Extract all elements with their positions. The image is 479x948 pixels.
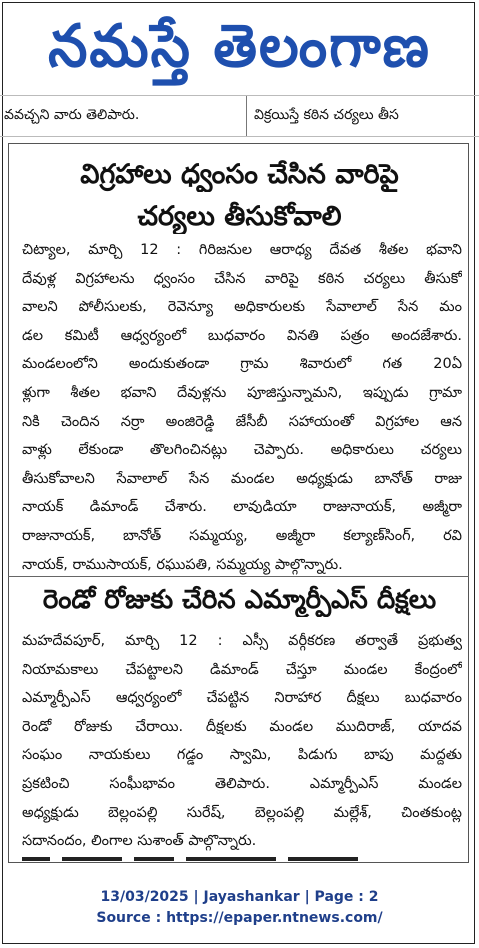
- article1-body: [22, 236, 462, 579]
- article1-line: నాయక్, రాముసాయక్, రఘుపతి, సమ్మయ్య పాల్గొన్నారు.: [22, 556, 343, 573]
- cut-off-headline-fragment: [22, 857, 462, 865]
- strip-column-divider: [246, 96, 247, 136]
- article1-line: వాలని పోలీసులకు, రెవెన్యూ అధికారులకు సేవాలాల్ సేన మం: [22, 299, 462, 316]
- footer-source: Source : https://epaper.ntnews.com/: [96, 910, 383, 926]
- article2-headline: రెండో రోజుకు చేరిన ఎమ్మార్పీఎస్ దీక్షలు: [42, 585, 437, 615]
- article1-line: రాజునాయక్, బానోత్ సమ్మయ్య, అజ్మీరా కల్యాణ్‌సింగ్, రవి: [22, 527, 462, 544]
- article2-line: రెండో రోజుకు చేరాయి. దీక్షలకు మండల ముదిరాజ్, యాదవ: [22, 718, 462, 735]
- article-separator: [8, 576, 469, 577]
- footer-date-edition: 13/03/2025 | Jayashankar | Page : 2: [100, 889, 379, 905]
- article2-line: సంఘం నాయకులు గడ్డం స్వామి, పిడుగు బాపు మద్దతు: [22, 747, 462, 764]
- strip-left-text: వవచ్చని వారు తెలిపారు.: [4, 107, 140, 123]
- article1-line: వాళ్లు లేకుండా తొలగించినట్లు చెప్పారు. అధికారులు చర్యలు: [22, 442, 462, 459]
- article1-line: ళ్లుగా శీతల భవాని దేవుళ్లను పూజిస్తున్నామని, ఇప్పుడు గ్రామా: [22, 384, 462, 401]
- strip-right-text: విక్రయిస్తే కఠిన చర్యలు తీస: [254, 107, 399, 123]
- article1-headline-line2: చర్యలు తీసుకోవాలి: [137, 201, 342, 232]
- article2-line: అధ్యక్షుడు బెల్లంపల్లి సురేష్, బెల్లంపల్లి మల్లేశ్, చింతకుంట్ల: [22, 804, 462, 821]
- article2-line: ఎమ్మార్పీఎస్ ఆధ్వర్యంలో చేపట్టిన నిరాహార దీక్షలు బుధవారం: [22, 690, 462, 707]
- masthead: [0, 6, 479, 88]
- article1-line: దేవుళ్ల విగ్రహాలను ధ్వంసం చేసిన వారిపై కఠిన చర్యలు తీసుకో: [22, 270, 462, 287]
- newspaper-logo: నమస్తే తెలంగాణ: [48, 12, 431, 81]
- article1-line: నాయక్ డిమాండ్ చేశారు. లావుడియా రాజునాయక్, అజ్మీరా: [22, 499, 462, 516]
- article1-line: డల కమిటీ ఆధ్వర్యంలో బుధవారం వినతి పత్రం అందజేశారు.: [22, 327, 462, 344]
- article2-body: [22, 627, 462, 856]
- previous-clipping-strip: [0, 95, 479, 137]
- article1-line: మండలంలోని అందుకుతండా గ్రామ శివారులో గత 20ఏ: [22, 356, 462, 373]
- article2-line: సదానందం, లింగాల సుశాంత్ పాల్గొన్నారు.: [22, 833, 257, 850]
- article2-line: ప్రకటించి సంఘీభావం తెలిపారు. ఎమ్మార్పీఎస్ మండల: [22, 775, 462, 792]
- article1-line: తీసుకోవాలని సేవాలాల్ సేన మండల అధ్యక్షుడు బానోత్ రాజు: [22, 470, 462, 487]
- article1-headline-line1: విగ్రహాలు ధ్వంసం చేసిన వారిపై: [80, 159, 399, 190]
- article2-line: నియామకాలు చేపట్టాలని డిమాండ్ చేస్తూ మండల కేంద్రంలో: [22, 661, 462, 678]
- article1-line: నికి చెందిన నర్రా అంజిరెడ్డి జేసీబీ సహాయంతో విగ్రహాల ఆన: [22, 413, 462, 430]
- clipping-footer: [0, 887, 479, 929]
- article2-line: మహదేవపూర్, మార్చి 12 : ఎస్సీ వర్గీకరణ తర్వాతే ప్రభుత్వ: [22, 633, 462, 649]
- article1-line: చిట్యాల, మార్చి 12 : గిరిజనుల ఆరాధ్య దేవత శీతల భవాని: [22, 242, 462, 258]
